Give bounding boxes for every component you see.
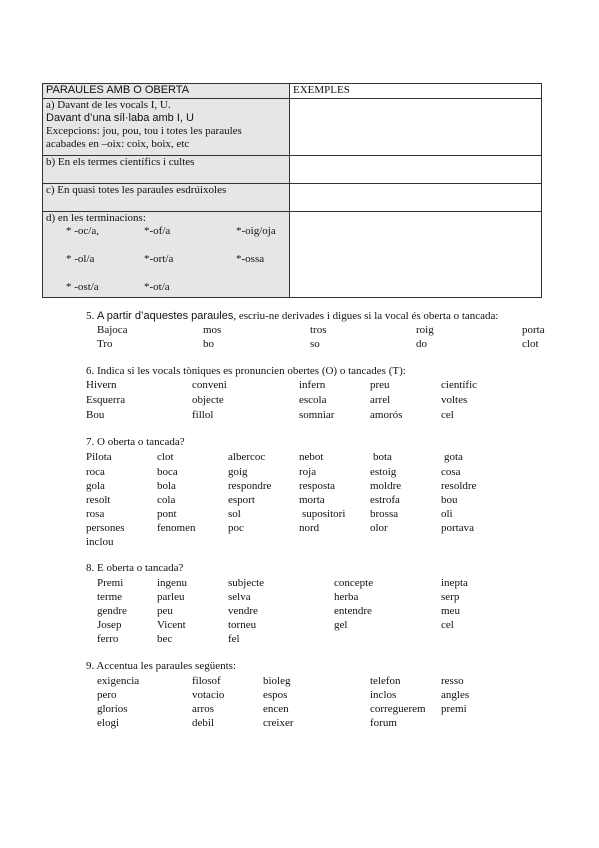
word-item: brossa [370,508,399,520]
word-item: resso [441,675,464,687]
word-item: bou [441,494,458,506]
termination-item: *-of/a [144,225,171,237]
word-item: estrofa [370,494,400,506]
word-item: Bajoca [97,324,128,336]
word-item: entendre [334,605,372,617]
termination-item: *-ot/a [144,281,170,293]
word-item: portava [441,522,474,534]
word-item: correguerem [370,703,426,715]
word-item: pont [157,508,177,520]
word-item: cosa [441,466,461,478]
word-item: albercoc [228,451,266,463]
exercise-6-title: 6. Indica si les vocals tòniques es pronuncien obertes (O) o tancades (T): [86,365,406,377]
exercise-8-title: 8. E oberta o tancada? [86,562,184,574]
rule-c-cell: c) En quasi totes les paraules esdrúixoles [43,184,290,212]
word-item: estoig [370,466,397,478]
word-item: votacio [192,689,225,701]
word-item: inepta [441,577,468,589]
word-item: escola [299,394,327,406]
word-item: goig [228,466,248,478]
word-item: elogi [97,717,119,729]
word-item: conveni [192,379,227,391]
word-item: sol [228,508,241,520]
table-header-left: PARAULES AMB O OBERTA [43,84,290,99]
rule-a-line: Excepcions: jou, pou, tou i totes les paraules [46,125,242,137]
word-item: torneu [228,619,257,631]
termination-item: * -ost/a [66,281,99,293]
word-item: amorós [370,409,403,421]
word-item: voltes [441,394,468,406]
terminations-grid [46,225,286,297]
word-item: Premi [97,577,124,589]
word-item: resposta [299,480,336,492]
word-item: subjecte [228,577,265,589]
word-item: gola [86,480,105,492]
exercise-7-title: 7. O oberta o tancada? [86,436,185,448]
word-item: Josep [97,619,122,631]
word-item: fel [228,633,240,645]
word-item: morta [299,494,325,506]
word-item: telefon [370,675,401,687]
word-item: somniar [299,409,335,421]
word-item: espos [263,689,288,701]
word-item: encen [263,703,289,715]
word-item: roja [299,466,317,478]
word-item: porta [522,324,545,336]
word-item: glorios [97,703,128,715]
exercise-5-title-part-a: A partir d’aquestes paraules [97,310,234,322]
rule-a-line: Davant d’una síl·laba amb I, U [46,112,194,124]
word-item: resolt [86,494,111,506]
word-item: ferro [97,633,119,645]
word-item: nord [299,522,320,534]
word-item: fenomen [157,522,196,534]
word-item: bioleg [263,675,291,687]
termination-item: *-ort/a [144,253,174,265]
example-cell[interactable] [290,212,542,298]
word-item: boca [157,466,178,478]
rule-d-cell [43,212,290,298]
example-cell[interactable] [290,99,542,156]
table-row [43,99,542,156]
word-item: so [310,338,320,350]
word-item: resoldre [441,480,477,492]
word-item: tros [310,324,327,336]
word-item: moldre [370,480,402,492]
word-item: exigencia [97,675,140,687]
word-item: rosa [86,508,105,520]
rule-a-cell [43,99,290,156]
word-item: preu [370,379,390,391]
word-item: pero [97,689,117,701]
word-item: respondre [228,480,272,492]
word-item: cel [441,409,454,421]
word-item: clot [157,451,174,463]
word-item: persones [86,522,125,534]
word-item: terme [97,591,123,603]
word-item: ingenu [157,577,187,589]
word-item: do [416,338,427,350]
word-item: roig [416,324,434,336]
exercise-5-title [86,310,499,322]
word-item: gendre [97,605,127,617]
word-item: inclos [370,689,397,701]
word-item: herba [334,591,359,603]
example-cell[interactable] [290,156,542,184]
word-item: Esquerra [86,394,126,406]
word-item: Pilota [86,451,112,463]
table-row [43,184,542,212]
word-item: parleu [157,591,185,603]
termination-item: *-oig/oja [236,225,276,237]
word-item: bo [203,338,214,350]
word-item: clot [522,338,539,350]
termination-item: * -ol/a [66,253,95,265]
word-item: infern [299,379,326,391]
word-item: objecte [192,394,224,406]
word-item: esport [228,494,255,506]
exercise-5-number: 5. [86,310,95,322]
word-item: Tro [97,338,113,350]
word-item: inclou [86,536,114,548]
rules-table [42,83,542,298]
word-item: arros [192,703,214,715]
rule-d-title: d) en les terminacions: [46,212,146,224]
word-item: bola [157,480,176,492]
rule-a-line: acabades en –oix: coix, boix, etc [46,138,190,150]
word-item: científic [441,379,478,391]
word-item: mos [203,324,222,336]
word-item: olor [370,522,388,534]
termination-item: *-ossa [236,253,265,265]
word-item: selva [228,591,251,603]
word-item: serp [441,591,460,603]
exercise-5-title-part-b: , escriu-ne derivades i digues si la vocal és oberta o tancada: [233,310,499,322]
word-item: arrel [370,394,391,406]
word-item: fillol [192,409,214,421]
word-item: concepte [334,577,374,589]
word-item: gel [334,619,348,631]
word-item: bec [157,633,173,645]
word-item: creixer [263,717,294,729]
word-item: meu [441,605,460,617]
table-header-right: EXEMPLES [290,84,542,99]
word-item: bota [373,451,392,463]
word-item: cel [441,619,454,631]
word-item: peu [157,605,173,617]
word-item: Vicent [157,619,186,631]
example-cell[interactable] [290,184,542,212]
word-item: poc [228,522,244,534]
table-header-row [43,84,542,99]
word-item: supositori [302,508,346,520]
rule-a-line: a) Davant de les vocals I, U. [46,99,171,111]
word-item: cola [157,494,176,506]
word-item: Bou [86,409,105,421]
word-item: premi [441,703,467,715]
word-item: filosof [192,675,221,687]
table-row [43,212,542,298]
word-item: Hivern [86,379,117,391]
word-item: forum [370,717,397,729]
termination-item: * -oc/a, [66,225,99,237]
word-item: gota [444,451,463,463]
word-item: roca [86,466,105,478]
exercise-9-title: 9. Accentua les paraules següents: [86,660,236,672]
word-item: oli [441,508,453,520]
word-item: vendre [228,605,258,617]
word-item: nebot [299,451,324,463]
word-item: angles [441,689,470,701]
word-item: debil [192,717,214,729]
rule-b-cell: b) En els termes científics i cultes [43,156,290,184]
table-row [43,156,542,184]
